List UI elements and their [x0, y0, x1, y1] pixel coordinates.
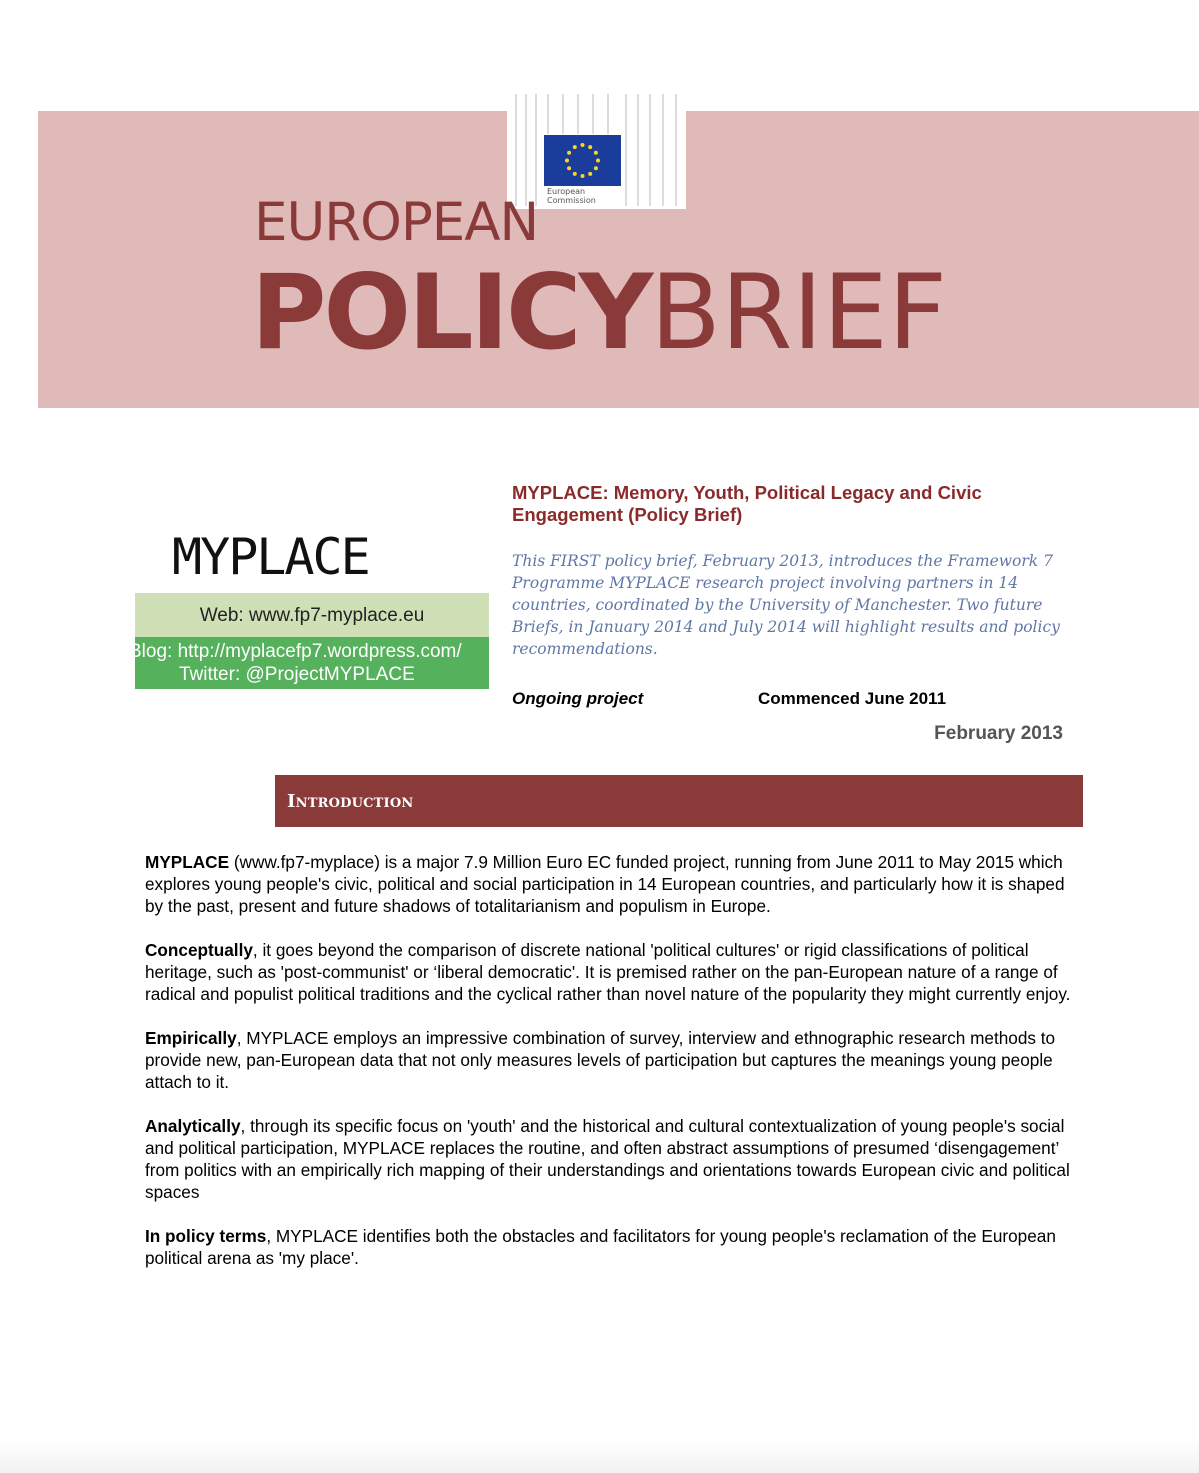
twitter-link[interactable]: Twitter: @ProjectMYPLACE: [179, 664, 415, 685]
blog-strip: [129, 637, 489, 689]
paragraph-lead: MYPLACE: [145, 852, 230, 872]
project-commenced: Commenced June 2011: [758, 689, 947, 708]
title-policy-word: POLICY: [251, 253, 651, 373]
title-european: EUROPEAN: [254, 192, 539, 253]
paragraph: [145, 939, 1075, 1005]
paragraph-lead: Conceptually: [145, 940, 253, 960]
paragraph: [145, 1027, 1075, 1093]
paragraph-lead: Analytically: [145, 1116, 241, 1136]
section-heading: Introduction: [287, 791, 414, 812]
paragraph-lead: Empirically: [145, 1028, 237, 1048]
paragraph-lead: In policy terms: [145, 1226, 267, 1246]
web-link[interactable]: Web: www.fp7-myplace.eu: [199, 605, 425, 626]
paragraph-text: , MYPLACE identifies both the obstacles and facilitators for young people's reclamation of the European political arena as 'my place'.: [145, 1226, 1056, 1268]
myplace-logo: [129, 520, 489, 689]
myplace-wordmark: MYPLACE: [172, 528, 369, 586]
title-policy-brief: [251, 253, 948, 373]
eu-flag-icon: [544, 135, 621, 186]
section-header-introduction: [275, 775, 1083, 827]
paragraph-text: , MYPLACE employs an impressive combination of survey, interview and ethnographic research methods to provide new, pan-European data that not only measures levels of participation but captures the meanings young people attach to it.: [145, 1028, 1056, 1092]
blog-link[interactable]: Blog: http://myplacefp7.wordpress.com/: [129, 641, 462, 662]
project-description: This FIRST policy brief, February 2013, introduces the Framework 7 Programme MYPLACE research project involving partners in 14 countries, coordinated by the University of Manchester. Two future Briefs, in January 2014 and July 2014 will highlight results and policy recommendations.: [512, 552, 1060, 658]
page-bottom-shadow: [0, 1440, 1199, 1473]
project-title: MYPLACE: Memory, Youth, Political Legacy and Civic Engagement (Policy Brief): [512, 482, 982, 525]
web-strip: [135, 593, 489, 637]
paragraph-text: , it goes beyond the comparison of discrete national 'political cultures' or rigid classifications of political heritage, such as 'post-communist' or ‘liberal democratic'. It is premised rather on the pan-European nature of a range of radical and populist political traditions and the cyclical rather than novel nature of the popularity they might currently enjoy.: [145, 940, 1071, 1004]
paragraph-text: , through its specific focus on 'youth' and the historical and cultural contextualization of young people's social and political participation, MYPLACE replaces the routine, and often abstract assumptions of presumed ‘disengagement’ from politics with an empirically rich mapping of their understandings and orientations towards European civic and political spaces: [145, 1116, 1070, 1202]
title-brief-word: BRIEF: [650, 253, 948, 373]
paragraph: [145, 851, 1075, 917]
paragraph-text: (www.fp7-myplace) is a major 7.9 Million Euro EC funded project, running from June 2011 to May 2015 which explores young people's civic, political and social participation in 14 European countries, and particularly how it is shaped by the past, present and future shadows of totalitarianism and populism in Europe.: [145, 852, 1065, 916]
ec-logo-text: European Commission: [547, 187, 596, 205]
paragraph: [145, 1225, 1075, 1269]
project-status: Ongoing project: [512, 689, 644, 708]
introduction-body: [145, 851, 1075, 1291]
brief-date: February 2013: [934, 723, 1063, 744]
paragraph: [145, 1115, 1075, 1203]
